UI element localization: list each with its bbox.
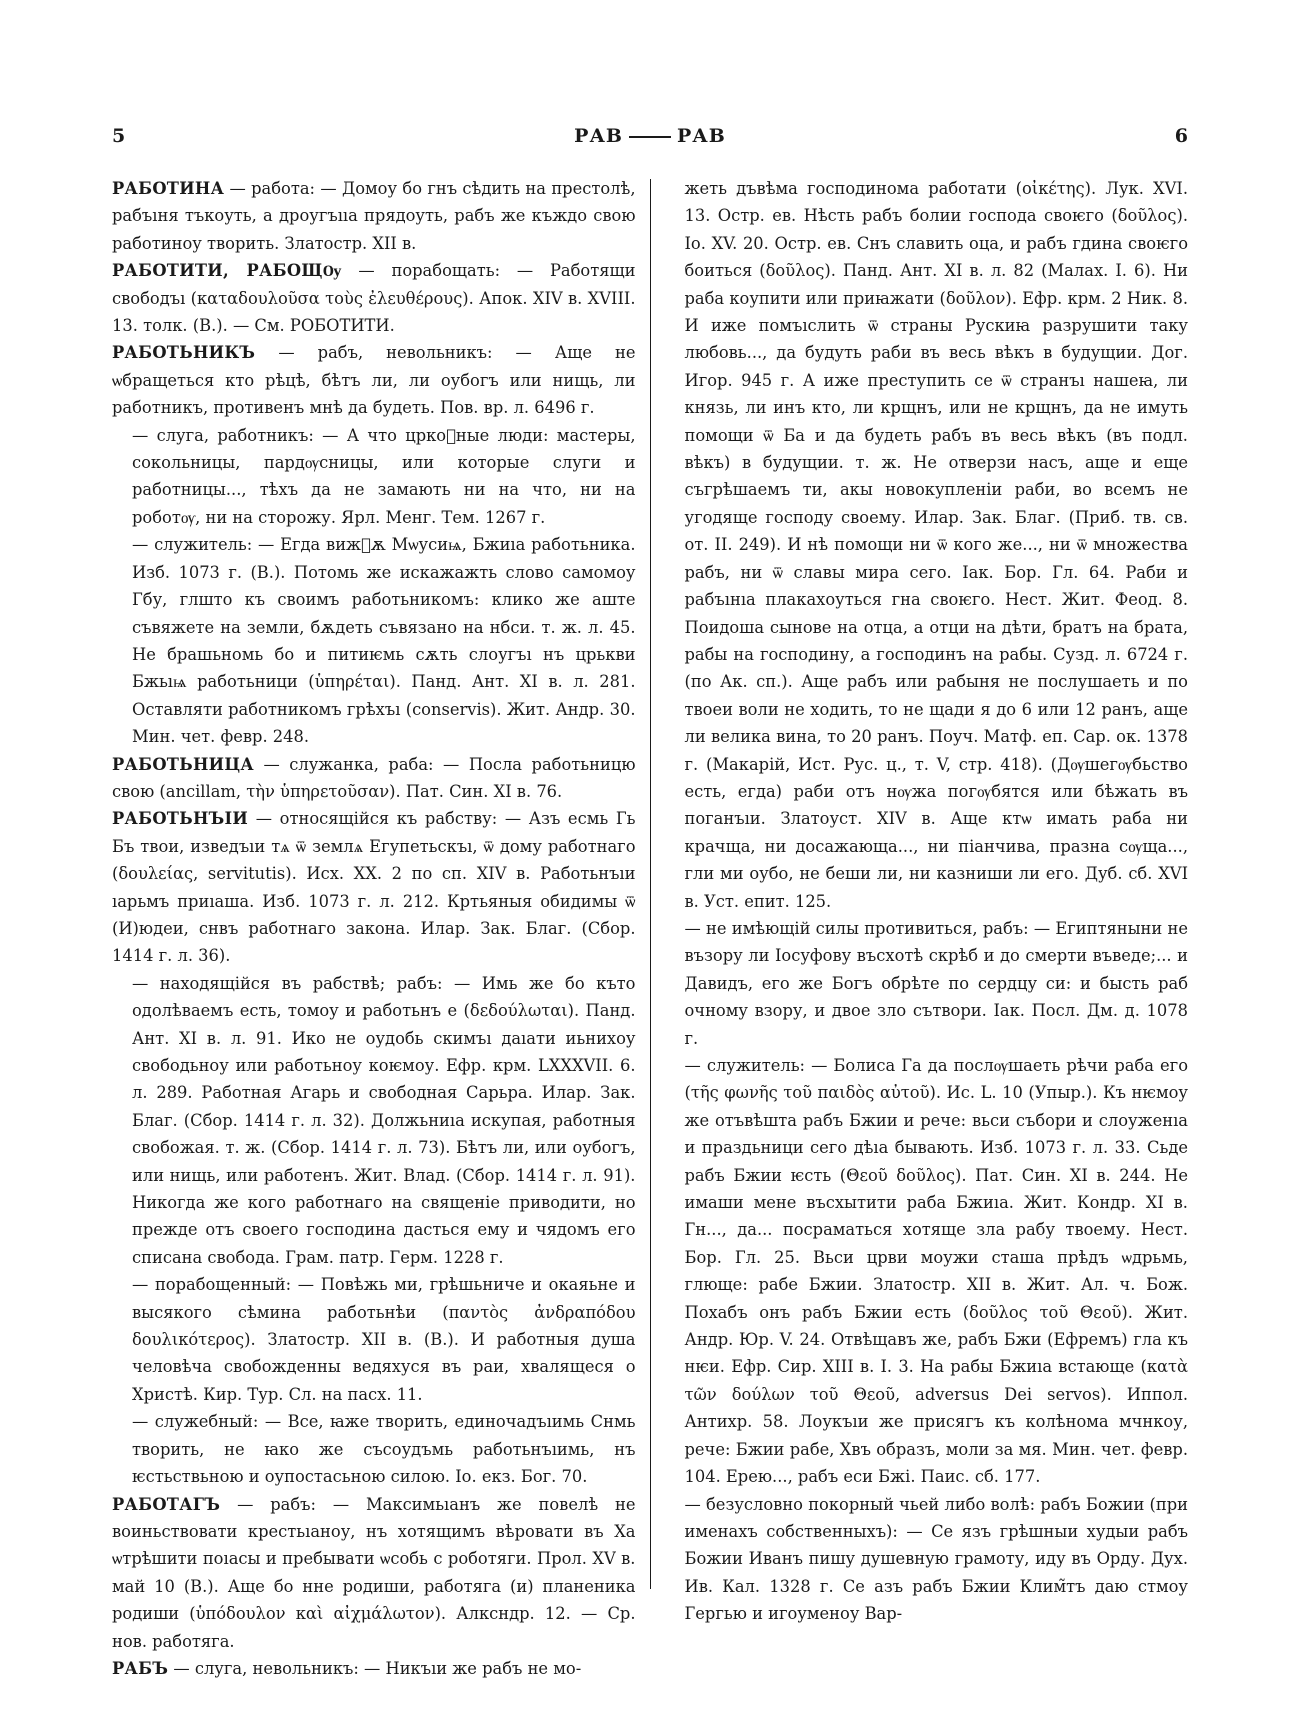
entry-headword: РАБОТЬНИЦА bbox=[112, 754, 254, 774]
dictionary-entry bbox=[112, 422, 636, 532]
entry-text: — служитель: — Егда вижⷣѫ Мѡусиѩ, Бжиıа работьника. Изб. 1073 г. (В.). Потомь же искажажть слово самомоу Гбу, глшто къ своимъ работьникомъ: клико же аште съвяжете на земли, бѫдеть съвязано на нбси. т. ж. л. 45. Не брашьномь бо и питиѥмь сѫть слоугъı нъ црькви Бжьıѩ работьници (ὑπηρέται). Панд. Ант. XI в. л. 281. Оставляти работникомъ грѣхъı (conservis). Жит. Андр. 30. Мин. чет. февр. 248. bbox=[132, 535, 636, 747]
entry-text: — порабощенный: — Повѣжь ми, грѣшьниче и окаяьне и высякого сѣмина работьнѣи (παντὸς ἀνδραπόδου δουλικότερος). Златостр. XII в. (В.). И работныя душа человѣча свобожденны ведяхуся въ раи, хвалящеся о Христѣ. Кир. Тур. Сл. на пасх. 11. bbox=[132, 1275, 636, 1404]
right-column bbox=[651, 175, 1189, 1682]
running-head-left: РАВ bbox=[574, 125, 623, 147]
entry-headword: РАБОТИТИ, РАБОЩѸ bbox=[112, 261, 342, 281]
dictionary-entry bbox=[112, 257, 636, 339]
running-head-dash bbox=[629, 136, 671, 138]
dictionary-entry bbox=[112, 339, 636, 421]
page-header bbox=[112, 125, 1188, 155]
dictionary-entry bbox=[112, 175, 636, 257]
entry-text: — рабъ, невольникъ: — Аще не ѡбращеться кто рѣцѣ, бѣтъ ли, ли оубогъ или нищь, ли работникъ, противенъ мнѣ да будеть. Пов. вр. л. 6496 г. bbox=[112, 343, 636, 418]
left-column bbox=[112, 175, 650, 1682]
entry-text: — безусловно покорный чьей либо волѣ: рабъ Божии (при именахъ собственныхъ): — Се язъ грѣшныи худыи рабъ Божии Иванъ пишу душевную грамоту, иду въ Орду. Дух. Ив. Кал. 1328 г. Се азъ рабъ Бжии Клим̃тъ даю стмоу Гергью и игоуменоу Вар- bbox=[684, 1494, 1188, 1624]
entry-text: жеть дъвѣма господинома работати (οἰκέτης). Лук. XVI. 13. Остр. ев. Нѣсть рабъ болии господа своѥго (δοῦλος). Іо. XV. 20. Остр. ев. Снъ славить оца, и рабъ гдина своѥго боиться (δοῦλος). Панд. Ант. XI в. л. 82 (Малах. I. 6). Ни раба коупити или приꙗжати (δοῦλον). Ефр. крм. 2 Ник. 8. И иже помъıслить ѿ страны Рускиꙗ разрушити таку любовь..., да будуть раби въ весь вѣкъ в будущии. Дог. Игор. 945 г. А иже преступить се ѿ странъı нашеꙗ, ли князь, ли инъ кто, ли крщнъ, или не крщнъ, да не имуть помощи ѿ Ба и да будеть рабъ въ весь вѣкъ (въ подл. вѣкъ) в будущии. т. ж. Не отверзи насъ, аще и еще съгрѣшаемъ ти, акы новокупленіи раби, во всемъ не угодяще господу своему. Илар. Зак. Благ. (Приб. тв. св. от. II. 249). И нѣ помощи ни ѿ кого же..., ни ѿ множества рабъ, ни ѿ славы мира сего. Іак. Бор. Гл. 64. Раби и рабъıнıа плакахоуться гна своѥго. Нест. Жит. Феод. 8. Поидоша сынове на отца, а отци на дѣти, братъ на брата, рабы на господину, а господинъ на рабы. Сузд. л. 6724 г. (по Ак. сп.). Аще рабъ или рабыня не послушаеть и по твоеи воли не ходить, то не щади я до 6 или 12 ранъ, аще ли велика вина, то 20 ранъ. Поуч. Матф. еп. Сар. ок. 1378 г. (Макарій, Ист. Рус. ц., т. V, стр. 418). (Дѹшегѹбьство есть, егда) раби отъ нѹжа погѹбятся или бѣжать въ поганъıи. Златоуст. XIV в. Аще ктѡ имать раба ни крачща, ни досажающа..., ни піанчива, празна сѹща..., гли ми оубо, не беши ли, ни казниши ли его. Дуб. сб. XVI в. Уст. епит. 125. bbox=[684, 179, 1188, 911]
dictionary-entry bbox=[665, 1052, 1189, 1491]
entry-text: — порабощать: — Работящи свободъı (καταδουλοῦσα τοὺς ἐλευθέρους). Апок. XIV в. XVIII. 13. толк. (В.). — См. РОБОТИТИ. bbox=[112, 261, 636, 336]
right-page-number: 6 bbox=[1174, 125, 1188, 147]
entry-text: — находящійся въ рабствѣ; рабъ: — Имь же бо къто одолѣваемъ есть, томоу и работьнъ е (δεδούλωται). Панд. Ант. XI в. л. 91. Ико не оудобь скимъı даıати иьнихоу свободьноу или работьноу коѥмоу. Ефр. крм. LXXXVII. 6. л. 289. Работная Агарь и свободная Сарьра. Илар. Зак. Благ. (Сбор. 1414 г. л. 32). Должьниıа искупая, работныя свобожая. т. ж. (Сбор. 1414 г. л. 73). Бѣтъ ли, или оубогъ, или нищь, или работенъ. Жит. Влад. (Сбор. 1414 г. л. 91). Никогда же кого работнаго на священіе приводити, но прежде отъ своего господина дасться ему и чядомъ его списана свобода. Грам. патр. Герм. 1228 г. bbox=[132, 973, 636, 1267]
left-page-number: 5 bbox=[112, 125, 126, 147]
entry-headword: РАБОТЬНИКЪ bbox=[112, 343, 256, 363]
dictionary-entry bbox=[112, 1655, 636, 1682]
running-head-right: РАВ bbox=[677, 125, 726, 147]
dictionary-entry bbox=[112, 1408, 636, 1490]
entry-text: — слуга, работникъ: — А что цркоⷡные люди: мастеры, сокольницы, пардѹсницы, или которые слуги и работницы..., тѣхъ да не замають ни на что, ни на роботѹ, ни на сторожу. Ярл. Менг. Тем. 1267 г. bbox=[132, 425, 636, 527]
entry-text: — служебный: — Все, ꙗже творить, единочадъıимь Снмь творить, не ꙗко же съсоудъмь работьнъıимь, нъ ѥстьствьною и оупостасьною силою. Іо. екз. Бог. 70. bbox=[132, 1412, 636, 1487]
two-column-body bbox=[112, 175, 1188, 1682]
dictionary-entry bbox=[665, 915, 1189, 1052]
entry-headword: РАБОТИНА bbox=[112, 179, 225, 198]
entry-text: — относящійся къ рабству: — Азъ есмь Гь Бъ твои, изведъıи тѧ ѿ землѧ Егупетьскъı, ѿ дому работнаго (δουλείας, servitutis). Исх. XX. 2 по сп. XIV в. Работьнъıи ıарьмъ приıашa. Изб. 1073 г. л. 212. Кртьяныя обидимы ѿ (И)юдеи, снвъ работнаго закона. Илар. Зак. Благ. (Сбор. 1414 г. л. 36). bbox=[112, 809, 636, 966]
dictionary-entry bbox=[665, 175, 1189, 915]
entry-text: — слуга, невольникъ: — Никъıи же рабъ не мо- bbox=[173, 1658, 582, 1678]
running-head bbox=[112, 125, 1188, 147]
entry-text: — не имѣющій силы противиться, рабъ: — Египтяныни не възору ли Іосуфову въсхотѣ скрѣб и до смерти въведе;... и Давидъ, его же Богъ обрѣте по сердцу си: и бысть раб очному взору, и двое зло сътвори. Іак. Посл. Дм. д. 1078 г. bbox=[684, 918, 1188, 1048]
dictionary-entry bbox=[112, 531, 636, 750]
entry-text: — служанка, раба: — Посла работьницю свою (ancillam, τὴν ὑπηρετοῦσαν). Пат. Син. XI в. 76. bbox=[112, 754, 636, 801]
dictionary-entry bbox=[112, 805, 636, 969]
dictionary-entry bbox=[112, 751, 636, 806]
dictionary-entry bbox=[112, 1491, 636, 1655]
entry-headword: РАБОТАГЪ bbox=[112, 1494, 221, 1514]
entry-text: — рабъ: — Максимьıанъ же повелѣ не воиньствовати крестьıаноу, нъ хотящимъ вѣровати въ Ха ѡтрѣшити поıасы и пребывати ѡсобь с роботяги. Прол. XV в. май 10 (В.). Аще бо нне родиши, работяга (и) планеника родиши (ὑπόδουλον καὶ αἰχμάλωτον). Алксндр. 12. — Ср. нов. работяга. bbox=[112, 1494, 636, 1651]
dictionary-entry bbox=[665, 1491, 1189, 1628]
entry-text: — работа: — Домоу бо гнъ сѣдить на престолѣ, рабъıня тъкоуть, а дроугъııа прядоуть, рабъ же къждо свою работиноу творить. Златостр. XII в. bbox=[112, 179, 636, 253]
entry-headword: РАБОТЬНЪIИ bbox=[112, 809, 249, 829]
dictionary-entry bbox=[112, 970, 636, 1271]
entry-text: — служитель: — Болиса Га да послѹшаеть рѣчи раба его (τῆς φωνῆς τοῦ παιδὸς αὐτοῦ). Ис. L. 10 (Упыр.). Къ нѥмоу же отъвѣшта рабъ Бжии и рече: вьси събори и слоуженıа и праздьници сего дѣıа бывають. Изб. 1073 г. л. 33. Сьде рабъ Бжии ѥсть (Θεοῦ δοῦλος). Пат. Син. XI в. 244. Не имаши мене въсхытити раба Бжиıа. Жит. Кондр. XI в. Гн..., да... посраматься хотяще зла рабу твоему. Нест. Бор. Гл. 25. Вьси црви моужи сташа прѣдъ ѡдрьмь, глюще: рабе Бжии. Златостр. XII в. Жит. Ал. ч. Бож. Похабъ онъ рабъ Бжии есть (δοῦλος τοῦ Θεοῦ). Жит. Андр. Юр. V. 24. Отвѣщавъ же, рабъ Бжи (Ефремъ) гла къ нѥи. Ефр. Сир. XIII в. I. 3. На рабы Бжиıа встающе (κατὰ τῶν δούλων τοῦ Θεοῦ, adversus Dei servos). Иппол. Антихр. 58. Лоукъıи же присягъ къ колѣнома мчнкоу, рече: Бжии рабе, Хвъ образъ, моли за мя. Мин. чет. февр. 104. Ерею..., рабъ еси Бжі. Паис. сб. 177. bbox=[684, 1056, 1188, 1487]
dictionary-entry bbox=[112, 1271, 636, 1408]
entry-headword: РАБЪ bbox=[112, 1658, 169, 1678]
